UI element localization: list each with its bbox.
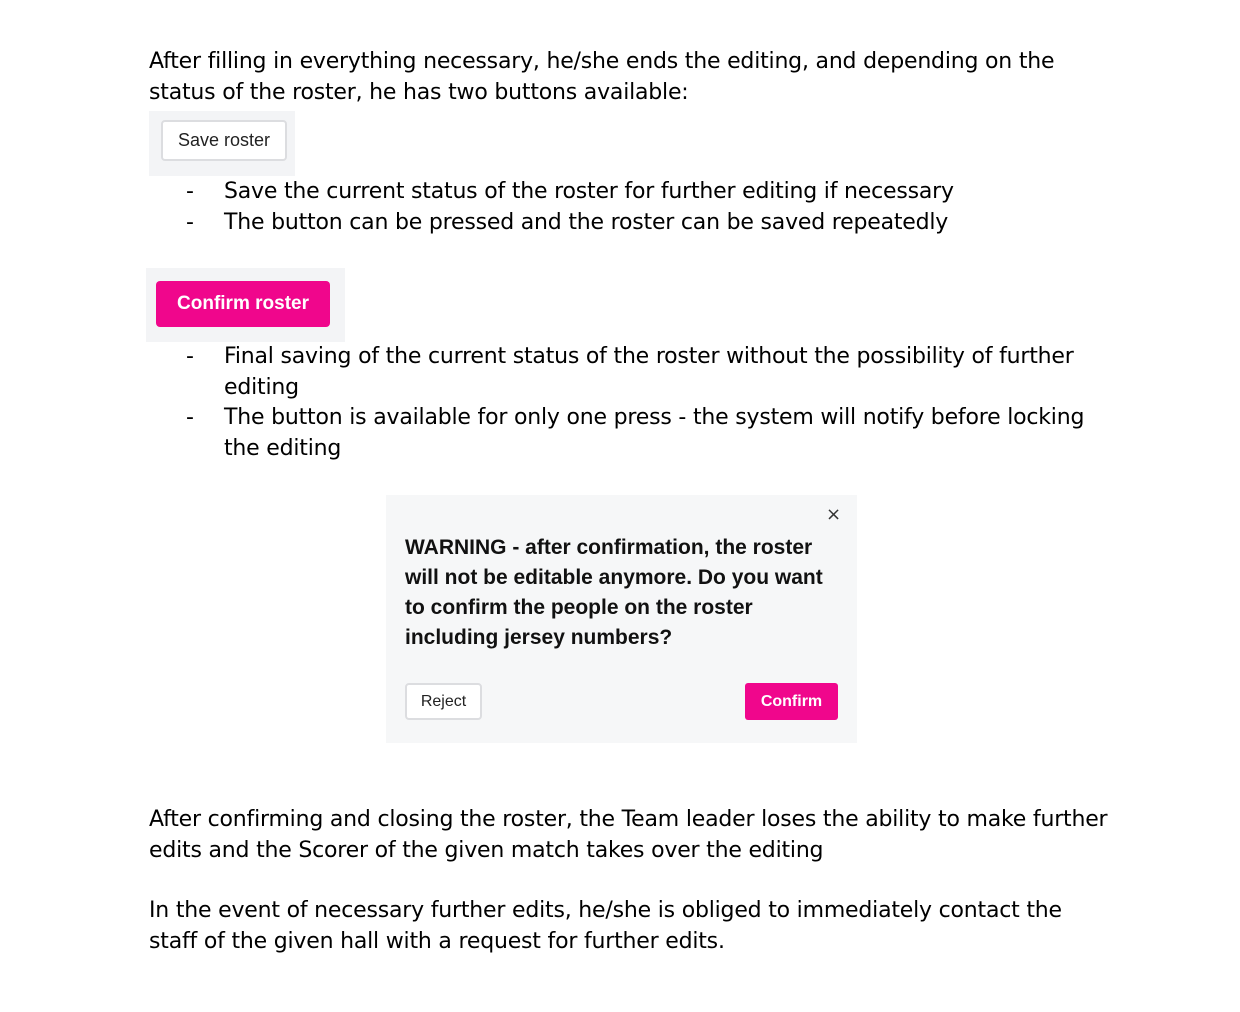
reject-button[interactable]: Reject bbox=[405, 683, 482, 720]
bullet-text: Save the current status of the roster for further editing if necessary bbox=[224, 179, 954, 204]
further-edits-paragraph: In the event of necessary further edits, he/she is obliged to immediately contact the staff of the given hall with a request for further edits. bbox=[149, 898, 1062, 954]
bullet-text: The button is available for only one press - the system will notify before locking the editing bbox=[224, 405, 1085, 461]
bullet-dash: - bbox=[186, 179, 194, 204]
confirm-button[interactable]: Confirm bbox=[745, 683, 838, 720]
list-item bbox=[186, 177, 1086, 208]
bullet-dash: - bbox=[186, 405, 194, 430]
after-confirm-paragraph: After confirming and closing the roster, the Team leader loses the ability to make further edits and the Scorer of the given match takes over the editing bbox=[149, 807, 1108, 863]
confirm-roster-preview bbox=[146, 268, 345, 342]
confirmation-dialog bbox=[386, 495, 857, 743]
bullet-text: Final saving of the current status of the roster without the possibility of further editing bbox=[224, 344, 1074, 400]
bullet-dash: - bbox=[186, 344, 194, 369]
warning-message: WARNING - after confirmation, the roster will not be editable anymore. Do you want to confirm the people on the roster including jersey numbers? bbox=[405, 536, 823, 649]
save-bullet-list bbox=[186, 177, 1086, 238]
intro-paragraph: After filling in everything necessary, he/she ends the editing, and depending on the status of the roster, he has two buttons available: bbox=[149, 49, 1055, 105]
list-item bbox=[186, 208, 1086, 239]
confirm-roster-button[interactable]: Confirm roster bbox=[156, 281, 330, 327]
bullet-dash: - bbox=[186, 209, 194, 235]
bullet-text: The button can be pressed and the roster can be saved repeatedly bbox=[224, 209, 949, 235]
save-roster-preview bbox=[149, 111, 295, 176]
save-roster-button[interactable]: Save roster bbox=[161, 120, 287, 161]
list-item bbox=[186, 403, 1086, 464]
list-item bbox=[186, 342, 1086, 403]
close-icon[interactable]: × bbox=[826, 504, 842, 525]
confirm-bullet-list bbox=[186, 342, 1086, 464]
